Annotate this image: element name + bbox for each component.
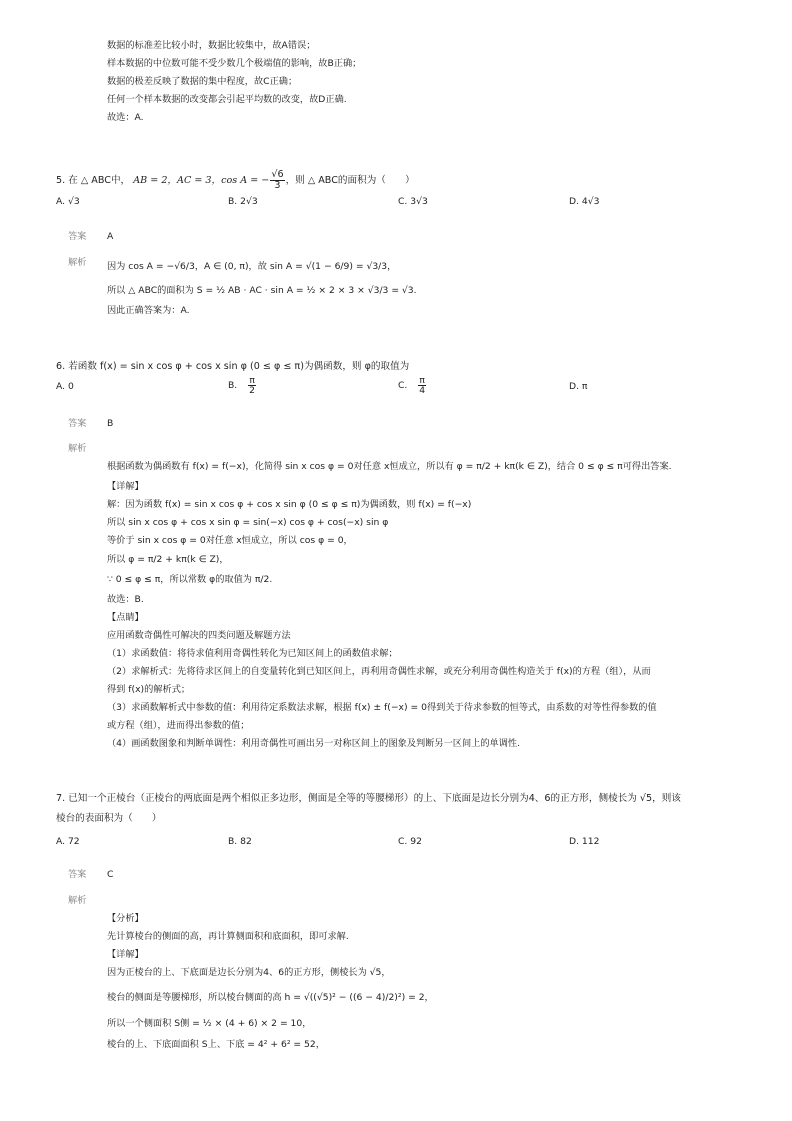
q6-analysis-line13: 得到 f(x)的解析式； (107, 684, 191, 695)
q7-option-d: D. 112 (569, 836, 600, 847)
q7-option-b: B. 82 (228, 836, 252, 847)
q5-stem-suffix: ，则 △ ABC的面积为（ ） (285, 175, 415, 187)
q6-analysis-line2: 【详解】 (107, 481, 144, 492)
q5-answer: A (107, 231, 114, 242)
q5-option-a: A. √3 (56, 196, 80, 207)
q6-analysis-line5: 等价于 sin x cos φ = 0对任意 x恒成立，所以 cos φ = 0， (107, 535, 353, 546)
q5-frac-num: √6 (271, 169, 284, 180)
q6-analysis-line8: 故选：B. (107, 594, 144, 605)
q6-option-a: A. 0 (56, 381, 74, 392)
q6-analysis-line7: ∵ 0 ≤ φ ≤ π，所以常数 φ的取值为 π/2. (107, 574, 273, 585)
q6-analysis-line12: （2）求解析式：先将待求区间上的自变量转化到已知区间上，再利用奇偶性求解，或充分利用奇偶性构造关于 f(x)的方程（组），从而 (107, 666, 651, 677)
prev-analysis-line2: 样本数据的中位数可能不受少数几个极端值的影响，故B正确； (107, 58, 362, 69)
q6-answer-label: 答案 (68, 418, 87, 429)
q5-analysis-line1: 因为 cos A = −√6/3，A ∈ (0, π)，故 sin A = √(1 − 6/9) = √3/3， (107, 261, 397, 272)
q6-stem: 6. 若函数 f(x) = sin x cos φ + cos x sin φ (0 ≤ φ ≤ π)为偶函数，则 φ的取值为 (56, 361, 410, 372)
q6-option-b-frac (248, 376, 256, 395)
q7-analysis-line2: 先计算棱台的侧面的高，再计算侧面积和底面积，即可求解. (107, 931, 349, 942)
q6-analysis-label: 解析 (68, 443, 87, 454)
q6-analysis-line10: 应用函数奇偶性可解决的四类问题及解题方法 (107, 630, 291, 641)
q6-analysis-line3: 解：因为函数 f(x) = sin x cos φ + cos x sin φ (0 ≤ φ ≤ π)为偶函数，则 f(x) = f(−x) (107, 499, 472, 510)
q7-answer-label: 答案 (68, 869, 87, 880)
prev-analysis-line3: 数据的极差反映了数据的集中程度，故C正确； (107, 76, 298, 87)
q5-frac (270, 170, 284, 190)
q5-analysis-line3: 因此正确答案为：A. (107, 305, 190, 316)
q5-stem-cond: AB = 2，AC = 3，cos A = − (133, 175, 270, 187)
q6-analysis-line9: 【点睛】 (107, 612, 144, 623)
q7-answer: C (107, 869, 114, 880)
q7-analysis-line7: 棱台的上、下底面面积 S上、下底 = 4² + 6² = 52， (107, 1039, 325, 1050)
q6-option-c-prefix: C. (398, 380, 408, 392)
q6-option-c-frac (418, 376, 426, 395)
prev-analysis-line4: 任何一个样本数据的改变都会引起平均数的改变，故D正确. (107, 94, 347, 105)
q6-analysis-line16: （4）画函数图象和判断单调性：利用奇偶性可画出另一对称区间上的图象及判断另一区间上的单调性. (107, 738, 521, 749)
q6-analysis-line15: 或方程（组），进而得出参数的值； (107, 720, 250, 731)
q7-option-a: A. 72 (56, 836, 80, 847)
q5-answer-label: 答案 (68, 231, 87, 242)
q6-option-d: D. π (569, 381, 588, 392)
q5-option-d: D. 4√3 (569, 196, 600, 207)
q5-analysis-line2: 所以 △ ABC的面积为 S = ½ AB · AC · sin A = ½ × 2 × 3 × √3/3 = √3. (107, 285, 417, 296)
q6-analysis-line11: （1）求函数值：将待求值利用奇偶性转化为已知区间上的函数值求解； (107, 648, 398, 659)
q6-analysis-line6: 所以 φ = π/2 + kπ(k ∈ Z)， (107, 554, 229, 565)
q7-stem-line1: 7. 已知一个正棱台（正棱台的两底面是两个相似正多边形，侧面是全等的等腰梯形）的上、下底面是边长分别为4、6的正方形，侧棱长为 √5，则该 (56, 793, 681, 804)
q7-analysis-line6: 所以一个侧面积 S侧 = ½ × (4 + 6) × 2 = 10， (107, 1018, 312, 1029)
q5-stem-prefix: 5. 在 △ ABC中， (56, 175, 131, 187)
q5-analysis-label: 解析 (68, 257, 87, 268)
q7-analysis-label: 解析 (68, 895, 87, 906)
q7-option-c: C. 92 (398, 836, 422, 847)
q6-analysis-line4: 所以 sin x cos φ + cos x sin φ = sin(−x) cos φ + cos(−x) sin φ (107, 517, 389, 528)
q6-option-b (228, 376, 257, 395)
q5-stem (56, 170, 415, 190)
q7-stem-line2: 棱台的表面积为（ ） (56, 813, 162, 824)
q5-option-b: B. 2√3 (228, 196, 258, 207)
q7-analysis-line4: 因为正棱台的上、下底面是边长分别为4、6的正方形，侧棱长为 √5， (107, 967, 391, 978)
q6-option-b-prefix: B. (228, 380, 238, 392)
q6-answer: B (107, 418, 114, 429)
q5-option-c: C. 3√3 (398, 196, 428, 207)
q7-analysis-line1: 【分析】 (107, 913, 144, 924)
q6-option-b-den: 2 (249, 385, 256, 397)
q6-analysis-line14: （3）求函数解析式中参数的值：利用待定系数法求解，根据 f(x) ± f(−x) = 0得到关于待求参数的恒等式，由系数的对等性得参数的值 (107, 702, 657, 713)
q6-option-c-den: 4 (419, 385, 426, 397)
q7-analysis-line5: 棱台的侧面是等腰梯形，所以棱台侧面的高 h = √((√5)² − ((6 − 4)/2)²) = 2， (107, 992, 434, 1003)
q6-analysis-line1: 根据函数为偶函数有 f(x) = f(−x)，化简得 sin x cos φ = 0对任意 x恒成立，所以有 φ = π/2 + kπ(k ∈ Z)，结合 0 ≤ φ ≤ π可得出答案. (107, 461, 672, 472)
q7-analysis-line3: 【详解】 (107, 949, 144, 960)
q6-option-c (398, 376, 427, 395)
prev-analysis-line5: 故选：A. (107, 112, 144, 123)
q6-option-c-num: π (419, 375, 425, 386)
q5-frac-den: 3 (274, 179, 281, 191)
q6-option-b-num: π (249, 375, 255, 386)
prev-analysis-line1: 数据的标准差比较小时，数据比较集中，故A错误； (107, 40, 316, 51)
